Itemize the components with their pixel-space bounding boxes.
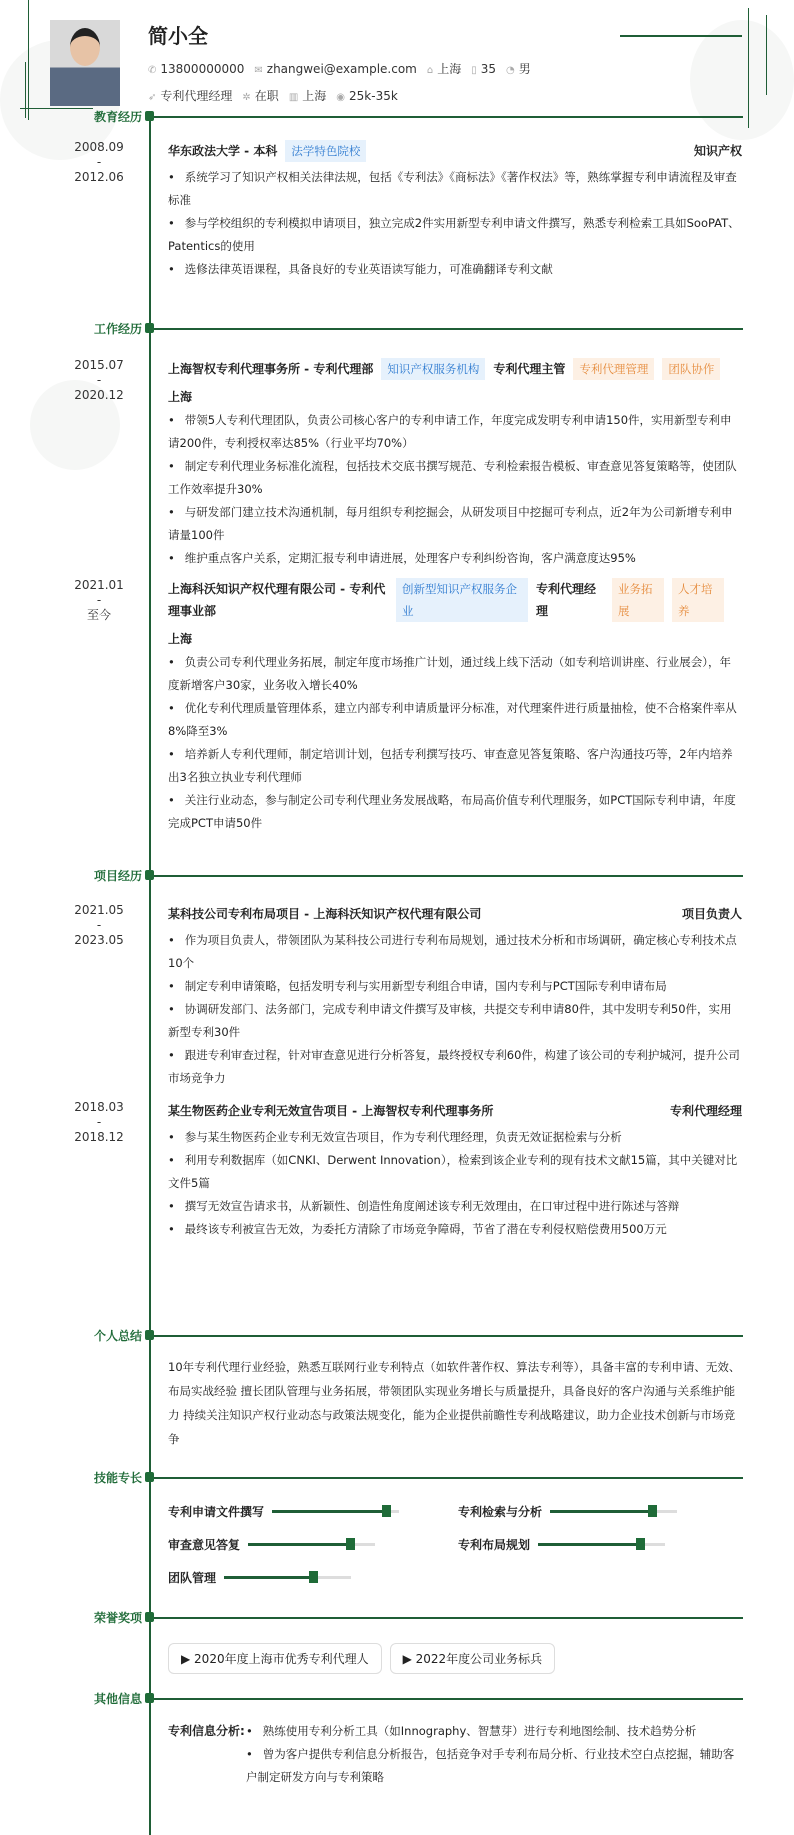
role: 专利代理主管: [493, 362, 566, 376]
bullet: • 与研发部门建立技术沟通机制，每月组织专利挖掘会，从研发项目中挖掘可专利点，近2年为公司新增专利申请量100件: [168, 501, 742, 547]
summary-text: 10年专利代理行业经验，熟悉互联网行业专利特点（如软件著作权、算法专利等），具备丰富的专利申请、无效、布局实战经验 擅长团队管理与业务拓展，带领团队实现业务增长与质量提升，具备良好的客户沟通与关系维护能力 持续关注知识产权行业动态与政策法规变化，能为企业提供前瞻性专利战略建议，助力企业技术创新与市场竞争: [168, 1360, 741, 1446]
bullet: • 负责公司专利代理业务拓展，制定年度市场推广计划，通过线上线下活动（如专利培训讲座、行业展会），年度新增客户30家，业务收入增长40%: [168, 651, 742, 697]
section-title: 工作经历: [93, 322, 142, 336]
location: 上海: [168, 632, 193, 646]
tag: 业务拓展: [612, 578, 664, 622]
role: 专利代理经理: [669, 1104, 742, 1118]
bullet: • 制定专利申请策略，包括发明专利与实用新型专利组合申请，国内专利与PCT国际专利申请布局: [168, 975, 742, 998]
skill-name: 团队管理: [168, 1571, 217, 1585]
divider: [154, 1335, 743, 1337]
salary-icon: ◉: [336, 91, 346, 103]
section-title: 个人总结: [93, 1329, 142, 1343]
job-status: 在职: [254, 89, 279, 103]
age: 35: [480, 61, 497, 76]
skill-level-bar: [538, 1543, 665, 1546]
status-icon: ✲: [242, 92, 251, 103]
divider: [154, 328, 743, 330]
divider: [154, 1477, 743, 1479]
skill-item: [168, 1503, 458, 1520]
award-item[interactable]: [390, 1643, 556, 1674]
city: 上海: [437, 62, 462, 76]
decor-line: [620, 35, 742, 37]
section-title: 荣誉奖项: [93, 1611, 142, 1625]
skill-knob: [346, 1538, 355, 1550]
education-item: [0, 140, 794, 281]
divider: [154, 1698, 743, 1700]
tag: 专利代理管理: [573, 358, 654, 380]
skills-grid: [168, 1503, 742, 1586]
contact-info: [148, 60, 531, 77]
role: 项目负责人: [681, 907, 742, 921]
skill-knob: [309, 1571, 318, 1583]
school: 华东政法大学 - 本科: [168, 144, 278, 158]
skill-name: 专利布局规划: [458, 1538, 531, 1552]
phone-icon: ✆: [148, 64, 157, 76]
role: 专利代理经理: [536, 582, 597, 618]
tag: 知识产权服务机构: [381, 358, 485, 380]
bullet: • 参与某生物医药企业专利无效宣告项目，作为专利代理经理，负责无效证据检索与分析: [168, 1126, 742, 1149]
tag: 法学特色院校: [285, 140, 366, 162]
company: 上海科沃知识产权代理有限公司 - 专利代理事业部: [168, 582, 386, 618]
bullet: • 曾为客户提供专利信息分析报告，包括竞争对手专利布局分析、行业技术空白点挖掘，辅助客户制定研发方向与专利策略: [246, 1743, 742, 1789]
bullet: • 优化专利代理质量管理体系，建立内部专利申请质量评分标准，对代理案件进行质量抽检，使不合格案件率从8%降至3%: [168, 697, 742, 743]
bullet: • 跟进专利审查过程，针对审查意见进行分析答复，最终授权专利60件，构建了该公司的专利护城河，提升公司市场竞争力: [168, 1044, 742, 1090]
work-item: [0, 358, 794, 570]
bullet: • 关注行业动态，参与制定公司专利代理业务发展战略，布局高价值专利代理服务，如PCT国际专利申请，年度完成PCT申请50件: [168, 789, 742, 835]
candidate-name: 简小全: [148, 24, 208, 48]
skill-fill: [248, 1543, 350, 1546]
skill-name: 审查意见答复: [168, 1538, 241, 1552]
phone: 13800000000: [160, 61, 245, 76]
tag: 创新型知识产权服务企业: [396, 578, 528, 622]
target-city: 上海: [302, 89, 327, 103]
project-item: [0, 903, 794, 1090]
tag: 团队协作: [662, 358, 720, 380]
bullet: • 带领5人专利代理团队，负责公司核心客户的专利申请工作，年度完成发明专利申请150件，实用新型专利申请200件，专利授权率达85%（行业平均70%）: [168, 409, 742, 455]
section-title: 项目经历: [93, 869, 142, 883]
section-title: 技能专长: [93, 1471, 142, 1485]
major: 知识产权: [693, 144, 742, 158]
avatar: [50, 20, 120, 106]
decor-line: [28, 0, 29, 120]
decor-line: [766, 15, 767, 95]
skill-knob: [648, 1505, 657, 1517]
skill-name: 专利申请文件撰写: [168, 1505, 265, 1519]
triangle-icon: ▶: [402, 1652, 416, 1666]
bullet: • 最终该专利被宣告无效，为委托方清除了市场竞争障碍，节省了潜在专利侵权赔偿费用500万元: [168, 1218, 742, 1241]
timeline-dot: [145, 1612, 154, 1622]
bullet: • 撰写无效宣告请求书，从新颖性、创造性角度阐述该专利无效理由，在口审过程中进行陈述与答辩: [168, 1195, 742, 1218]
triangle-icon: ▶: [181, 1652, 195, 1666]
age-icon: ▯: [471, 64, 477, 76]
bullet: • 参与学校组织的专利模拟申请项目，独立完成2件实用新型专利申请文件撰写，熟悉专利检索工具如SooPAT、Patentics的使用: [168, 212, 742, 258]
skill-name: 专利检索与分析: [458, 1505, 543, 1519]
skill-item: [168, 1536, 458, 1553]
skill-fill: [272, 1510, 386, 1513]
divider: [154, 875, 743, 877]
mail-icon: ✉: [254, 64, 263, 76]
award-item[interactable]: [168, 1643, 382, 1674]
bullet: • 选修法律英语课程，具备良好的专业英语读写能力，可准确翻译专利文献: [168, 258, 742, 281]
bullet: • 熟练使用专利分析工具（如Innography、智慧芽）进行专利地图绘制、技术趋势分析: [246, 1720, 742, 1743]
skill-level-bar: [272, 1510, 399, 1513]
section-title: 其他信息: [93, 1692, 142, 1706]
company: 上海智权专利代理事务所 - 专利代理部: [168, 362, 374, 376]
home-icon: ⌂: [426, 65, 434, 76]
email[interactable]: zhangwei@example.com: [266, 61, 417, 76]
project-name: 某科技公司专利布局项目 - 上海科沃知识产权代理有限公司: [168, 907, 482, 921]
target-position: 专利代理经理: [160, 89, 233, 103]
award-label: 2022年度公司业务标兵: [415, 1652, 543, 1666]
skill-item: [458, 1503, 738, 1520]
awards-section: [0, 1609, 794, 1674]
skill-knob: [636, 1538, 645, 1550]
bullet: • 作为项目负责人，带领团队为某科技公司进行专利布局规划，通过技术分析和市场调研，确定核心专利技术点10个: [168, 929, 742, 975]
timeline-dot: [145, 1472, 154, 1482]
send-icon: ➶: [148, 92, 157, 103]
building-icon: ▥: [288, 92, 299, 103]
skill-level-bar: [224, 1576, 351, 1579]
date-range: 2021.01 - 至今: [74, 578, 124, 622]
skill-level-bar: [248, 1543, 375, 1546]
bullet: • 制定专利代理业务标准化流程，包括技术交底书撰写规范、专利检索报告模板、审查意见答复策略等，使团队工作效率提升30%: [168, 455, 742, 501]
award-label: 2020年度上海市优秀专利代理人: [194, 1652, 369, 1666]
bullet: • 培养新人专利代理师，制定培训计划，包括专利撰写技巧、审查意见答复策略、客户沟通技巧等，2年内培养出3名独立执业专利代理师: [168, 743, 742, 789]
date-range: 2018.03 - 2018.12: [74, 1100, 124, 1144]
skills-section: [0, 1469, 794, 1586]
skill-fill: [538, 1543, 640, 1546]
work-section: [0, 320, 794, 835]
skill-fill: [550, 1510, 652, 1513]
timeline-dot: [145, 111, 154, 121]
other-label: 专利信息分析:: [168, 1724, 245, 1738]
gender: 男: [518, 62, 531, 76]
bullet: • 维护重点客户关系，定期汇报专利申请进展，处理客户专利纠纷咨询，客户满意度达95%: [168, 547, 742, 570]
job-intent: [148, 87, 398, 104]
timeline-dot: [145, 323, 154, 333]
skill-item: [458, 1536, 738, 1553]
projects-section: [0, 867, 794, 1241]
date-range: 2021.05 - 2023.05: [74, 903, 124, 947]
work-item: [0, 578, 794, 835]
skill-item: [168, 1569, 458, 1586]
skill-fill: [224, 1576, 313, 1579]
project-item: [0, 1100, 794, 1241]
bullet: • 协调研发部门、法务部门，完成专利申请文件撰写及审核，共提交专利申请80件，其中发明专利50件，实用新型专利30件: [168, 998, 742, 1044]
timeline-dot: [145, 1693, 154, 1703]
date-range: 2015.07 - 2020.12: [74, 358, 124, 402]
salary: 25k-35k: [349, 88, 398, 103]
other-section: [0, 1690, 794, 1789]
section-title: 教育经历: [93, 110, 142, 124]
date-range: 2008.09 - 2012.06: [74, 140, 124, 184]
education-section: [0, 108, 794, 281]
divider: [154, 116, 743, 118]
bullet: • 利用专利数据库（如CNKI、Derwent Innovation），检索到该企业专利的现有技术文献15篇，其中关键对比文件5篇: [168, 1149, 742, 1195]
summary-section: [0, 1327, 794, 1451]
timeline-dot: [145, 1330, 154, 1340]
tag: 人才培养: [672, 578, 724, 622]
divider: [154, 1617, 743, 1619]
gender-icon: ◔: [506, 65, 515, 76]
skill-level-bar: [550, 1510, 677, 1513]
location: 上海: [168, 390, 193, 404]
timeline-dot: [145, 870, 154, 880]
skill-knob: [382, 1505, 391, 1517]
bullet: • 系统学习了知识产权相关法律法规，包括《专利法》《商标法》《著作权法》等，熟练掌握专利申请流程及审查标准: [168, 166, 742, 212]
project-name: 某生物医药企业专利无效宣告项目 - 上海智权专利代理事务所: [168, 1104, 494, 1118]
